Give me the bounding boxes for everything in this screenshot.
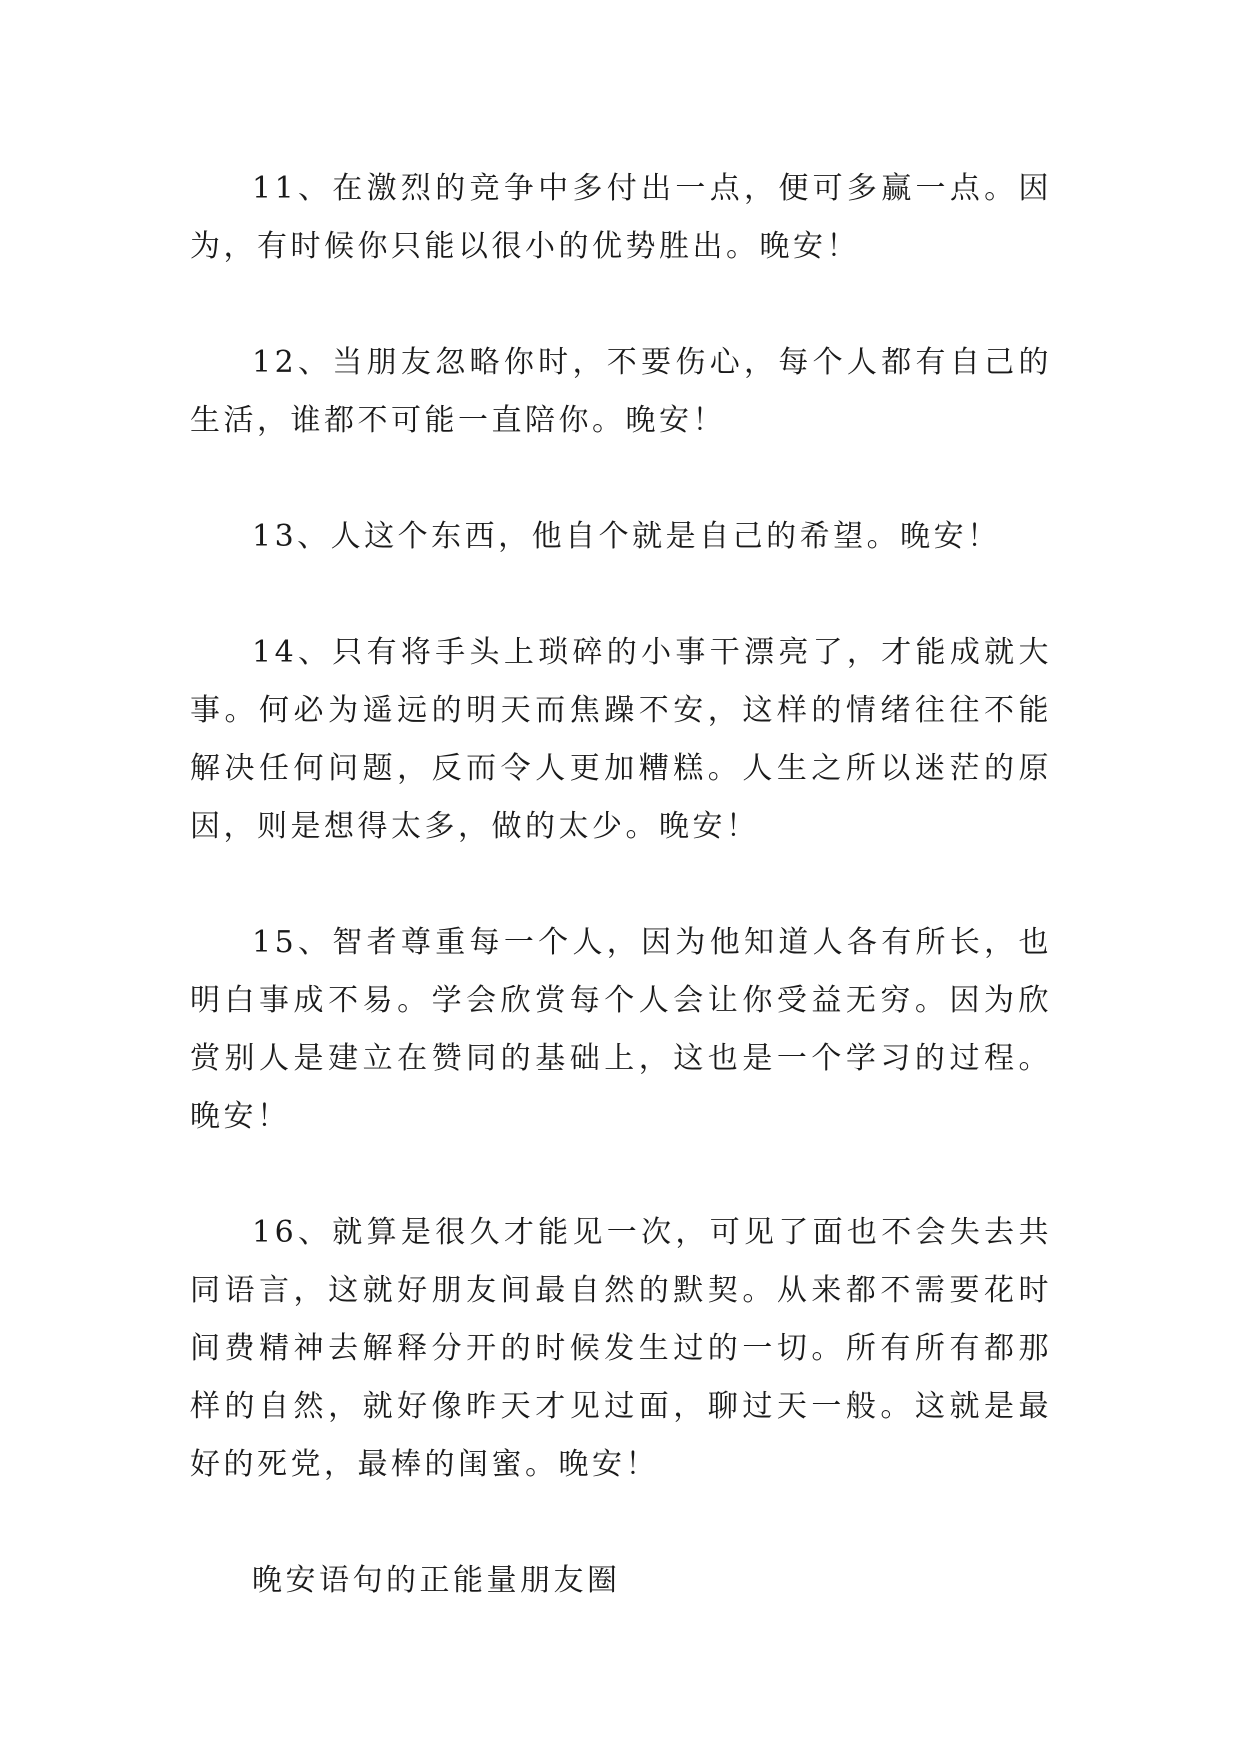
section-heading: 晚安语句的正能量朋友圈: [252, 1563, 621, 1598]
paragraph-13: 13、人这个东西，他自个就是自己的希望。晚安！: [252, 519, 1001, 554]
paragraph-16: 16、就算是很久才能见一次，可见了面也不会失去共同语言，这就好朋友间最自然的默契。从来都不需要花时间费精神去解释分开的时候发生过的一切。所有所有都那样的自然，就好像昨天才见过面，聊过天一般。这就是最好的死党，最棒的闺蜜。晚安！: [190, 1215, 1052, 1482]
document-page: [190, 160, 1052, 1668]
paragraph-15: 15、智者尊重每一个人，因为他知道人各有所长，也明白事成不易。学会欣赏每个人会让你受益无穷。因为欣赏别人是建立在赞同的基础上，这也是一个学习的过程。晚安！: [190, 925, 1052, 1134]
paragraph-12: 12、当朋友忽略你时，不要伤心，每个人都有自己的生活，谁都不可能一直陪你。晚安！: [190, 345, 1052, 438]
paragraph-11: 11、在激烈的竞争中多付出一点，便可多赢一点。因为，有时候你只能以很小的优势胜出。晚安！: [190, 171, 1052, 264]
paragraph-14: 14、只有将手头上琐碎的小事干漂亮了，才能成就大事。何必为遥远的明天而焦躁不安，这样的情绪往往不能解决任何问题，反而令人更加糟糕。人生之所以迷茫的原因，则是想得太多，做的太少。晚安！: [190, 635, 1052, 844]
